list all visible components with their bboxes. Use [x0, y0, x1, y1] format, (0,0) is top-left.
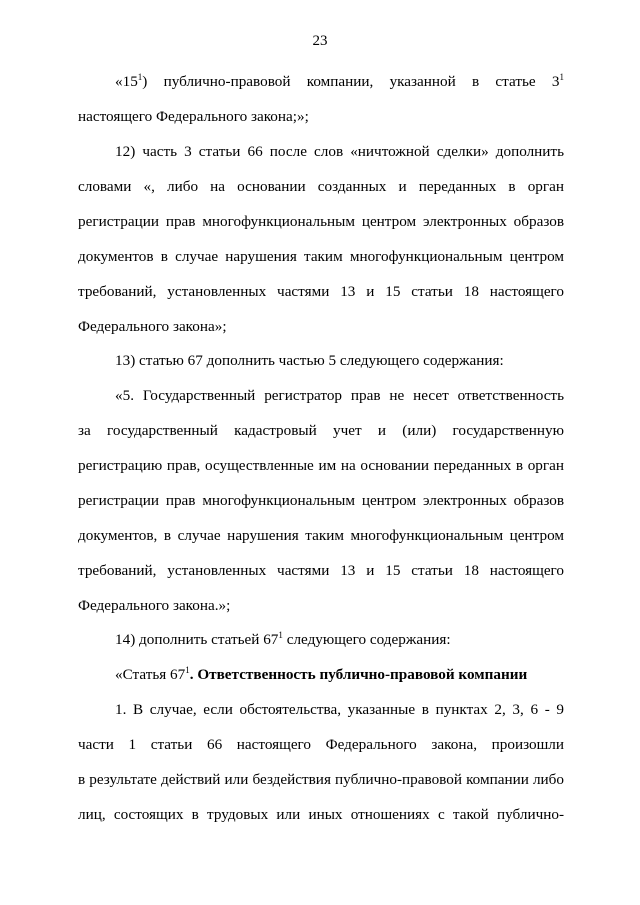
article-heading: «Статья $67^1$. Ответственность публично-правовой компании: [115, 665, 528, 683]
text-line-17: 14) дополнить статьей $67^1$ следующего содержания:: [115, 630, 451, 648]
text-line-22: лиц, состоящих в трудовых или иных отношениях с такой публично-: [78, 806, 564, 823]
text-line-16: Федерального закона.»;: [78, 597, 231, 614]
text-line-12: регистрацию прав, осуществленные им на основании переданных в орган: [78, 457, 564, 474]
text-line-7: требований, установленных частями 13 и 15 статьи 18 настоящего: [78, 283, 564, 300]
text-line-14: документов, в случае нарушения таким многофункциональным центром: [78, 527, 564, 544]
text-line-6: документов в случае нарушения таким многофункциональным центром: [78, 248, 564, 265]
text-line-15: требований, установленных частями 13 и 15 статьи 18 настоящего: [78, 562, 564, 579]
text-line-3: 12) часть 3 статьи 66 после слов «ничтожной сделки» дополнить: [115, 143, 564, 160]
text-line-2: настоящего Федерального закона;»;: [78, 108, 309, 125]
text-line-10: «5. Государственный регистратор прав не несет ответственность: [115, 387, 564, 404]
text-line-9: 13) статью 67 дополнить частью 5 следующего содержания:: [115, 352, 504, 369]
text-line-4: словами «, либо на основании созданных и переданных в орган: [78, 178, 564, 195]
text-line-13: регистрации прав многофункциональным центром электронных образов: [78, 492, 564, 509]
text-line-11: за государственный кадастровый учет и (или) государственную: [78, 422, 564, 439]
text-line-5: регистрации прав многофункциональным центром электронных образов: [78, 213, 564, 230]
text-line-21: в результате действий или бездействия публично-правовой компании либо: [78, 771, 564, 788]
text-line-1: «$15^1$) публично-правовой компании, указанной в статье $3^1$: [115, 72, 564, 90]
text-line-19: 1. В случае, если обстоятельства, указанные в пунктах 2, 3, 6 - 9: [115, 701, 564, 718]
text-line-20: части 1 статьи 66 настоящего Федерального закона, произошли: [78, 736, 564, 753]
text-line-8: Федерального закона»;: [78, 318, 227, 335]
page-number: 23: [312, 33, 328, 49]
